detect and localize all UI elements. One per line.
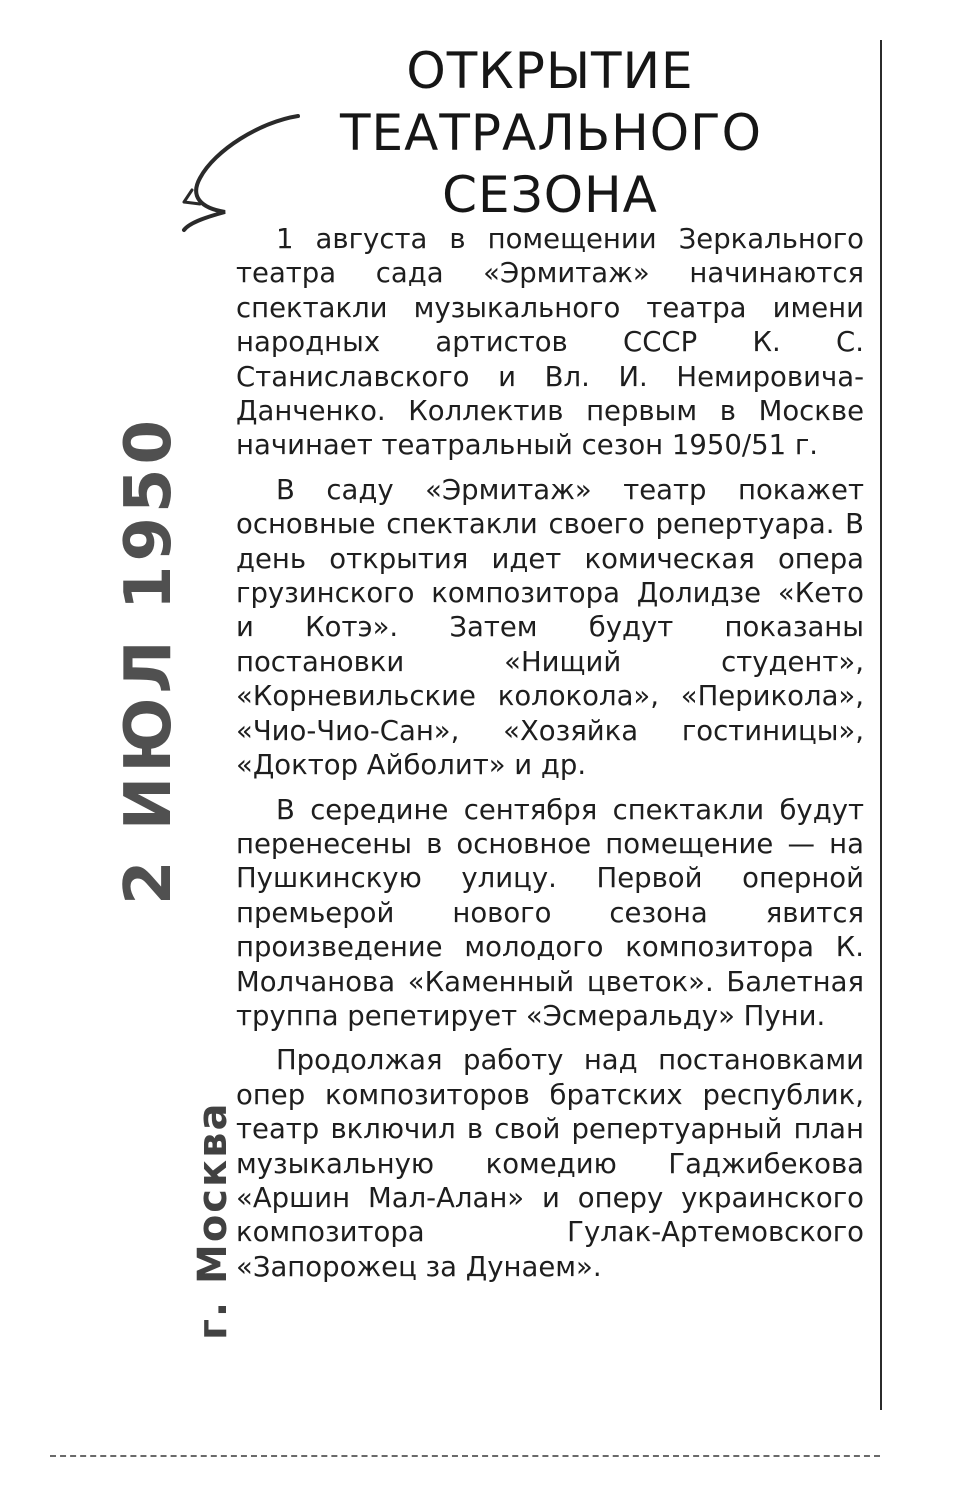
headline-line-2: ТЕАТРАЛЬНОГО (340, 104, 762, 162)
article-paragraph-1: 1 августа в помещении Зеркального театра сада «Эрмитаж» начинаются спектакли музыкального театра имени народных артистов СССР К. С. Станиславского и Вл. И. Немировича-Данченко. Коллектив первым в Москве начинает театральный сезон 1950/51 г. (236, 223, 864, 462)
date-stamp: 2 ИЮЛ 1950 (112, 415, 186, 905)
article-paragraph-4: Продолжая работу над постановками опер композиторов братских республик, театр включил в свой репертуарный план музыкальную комедию Гаджибекова «Аршин Мал-Алан» и оперу украинского композитора Гулак-Артемовского «Запорожец за Дунаем». (236, 1044, 864, 1283)
article-body (236, 222, 864, 1284)
article-paragraph-2: В саду «Эрмитаж» театр покажет основные спектакли своего репертуара. В день открытия идет комическая опера грузинского композитора Долидзе «Кето и Котэ». Затем будут показаны постановки «Нищий студент», «Корневильские колокола», «Перикола», «Чио-Чио-Сан», «Хозяйка гостиницы», «Доктор Айболит» и др. (236, 473, 864, 782)
headline-line-1: ОТКРЫТИЕ (406, 42, 694, 100)
clipping-edge-bottom (50, 1455, 880, 1459)
headline-line-3: СЕЗОНА (442, 166, 658, 224)
article-paragraph-3: В середине сентября спектакли будут перенесены в основное помещение — на Пушкинскую улицу. Первой оперной премьерой нового сезона явится произведение молодого композитора К. Молчанова «Каменный цветок». Балетная труппа репетирует «Эсмеральду» Пуни. (236, 793, 864, 1032)
clipping-edge-right (880, 40, 882, 1410)
headline (340, 40, 760, 226)
hand-drawn-arrow-icon (170, 100, 310, 240)
city-stamp: г. Москва (190, 1101, 236, 1340)
